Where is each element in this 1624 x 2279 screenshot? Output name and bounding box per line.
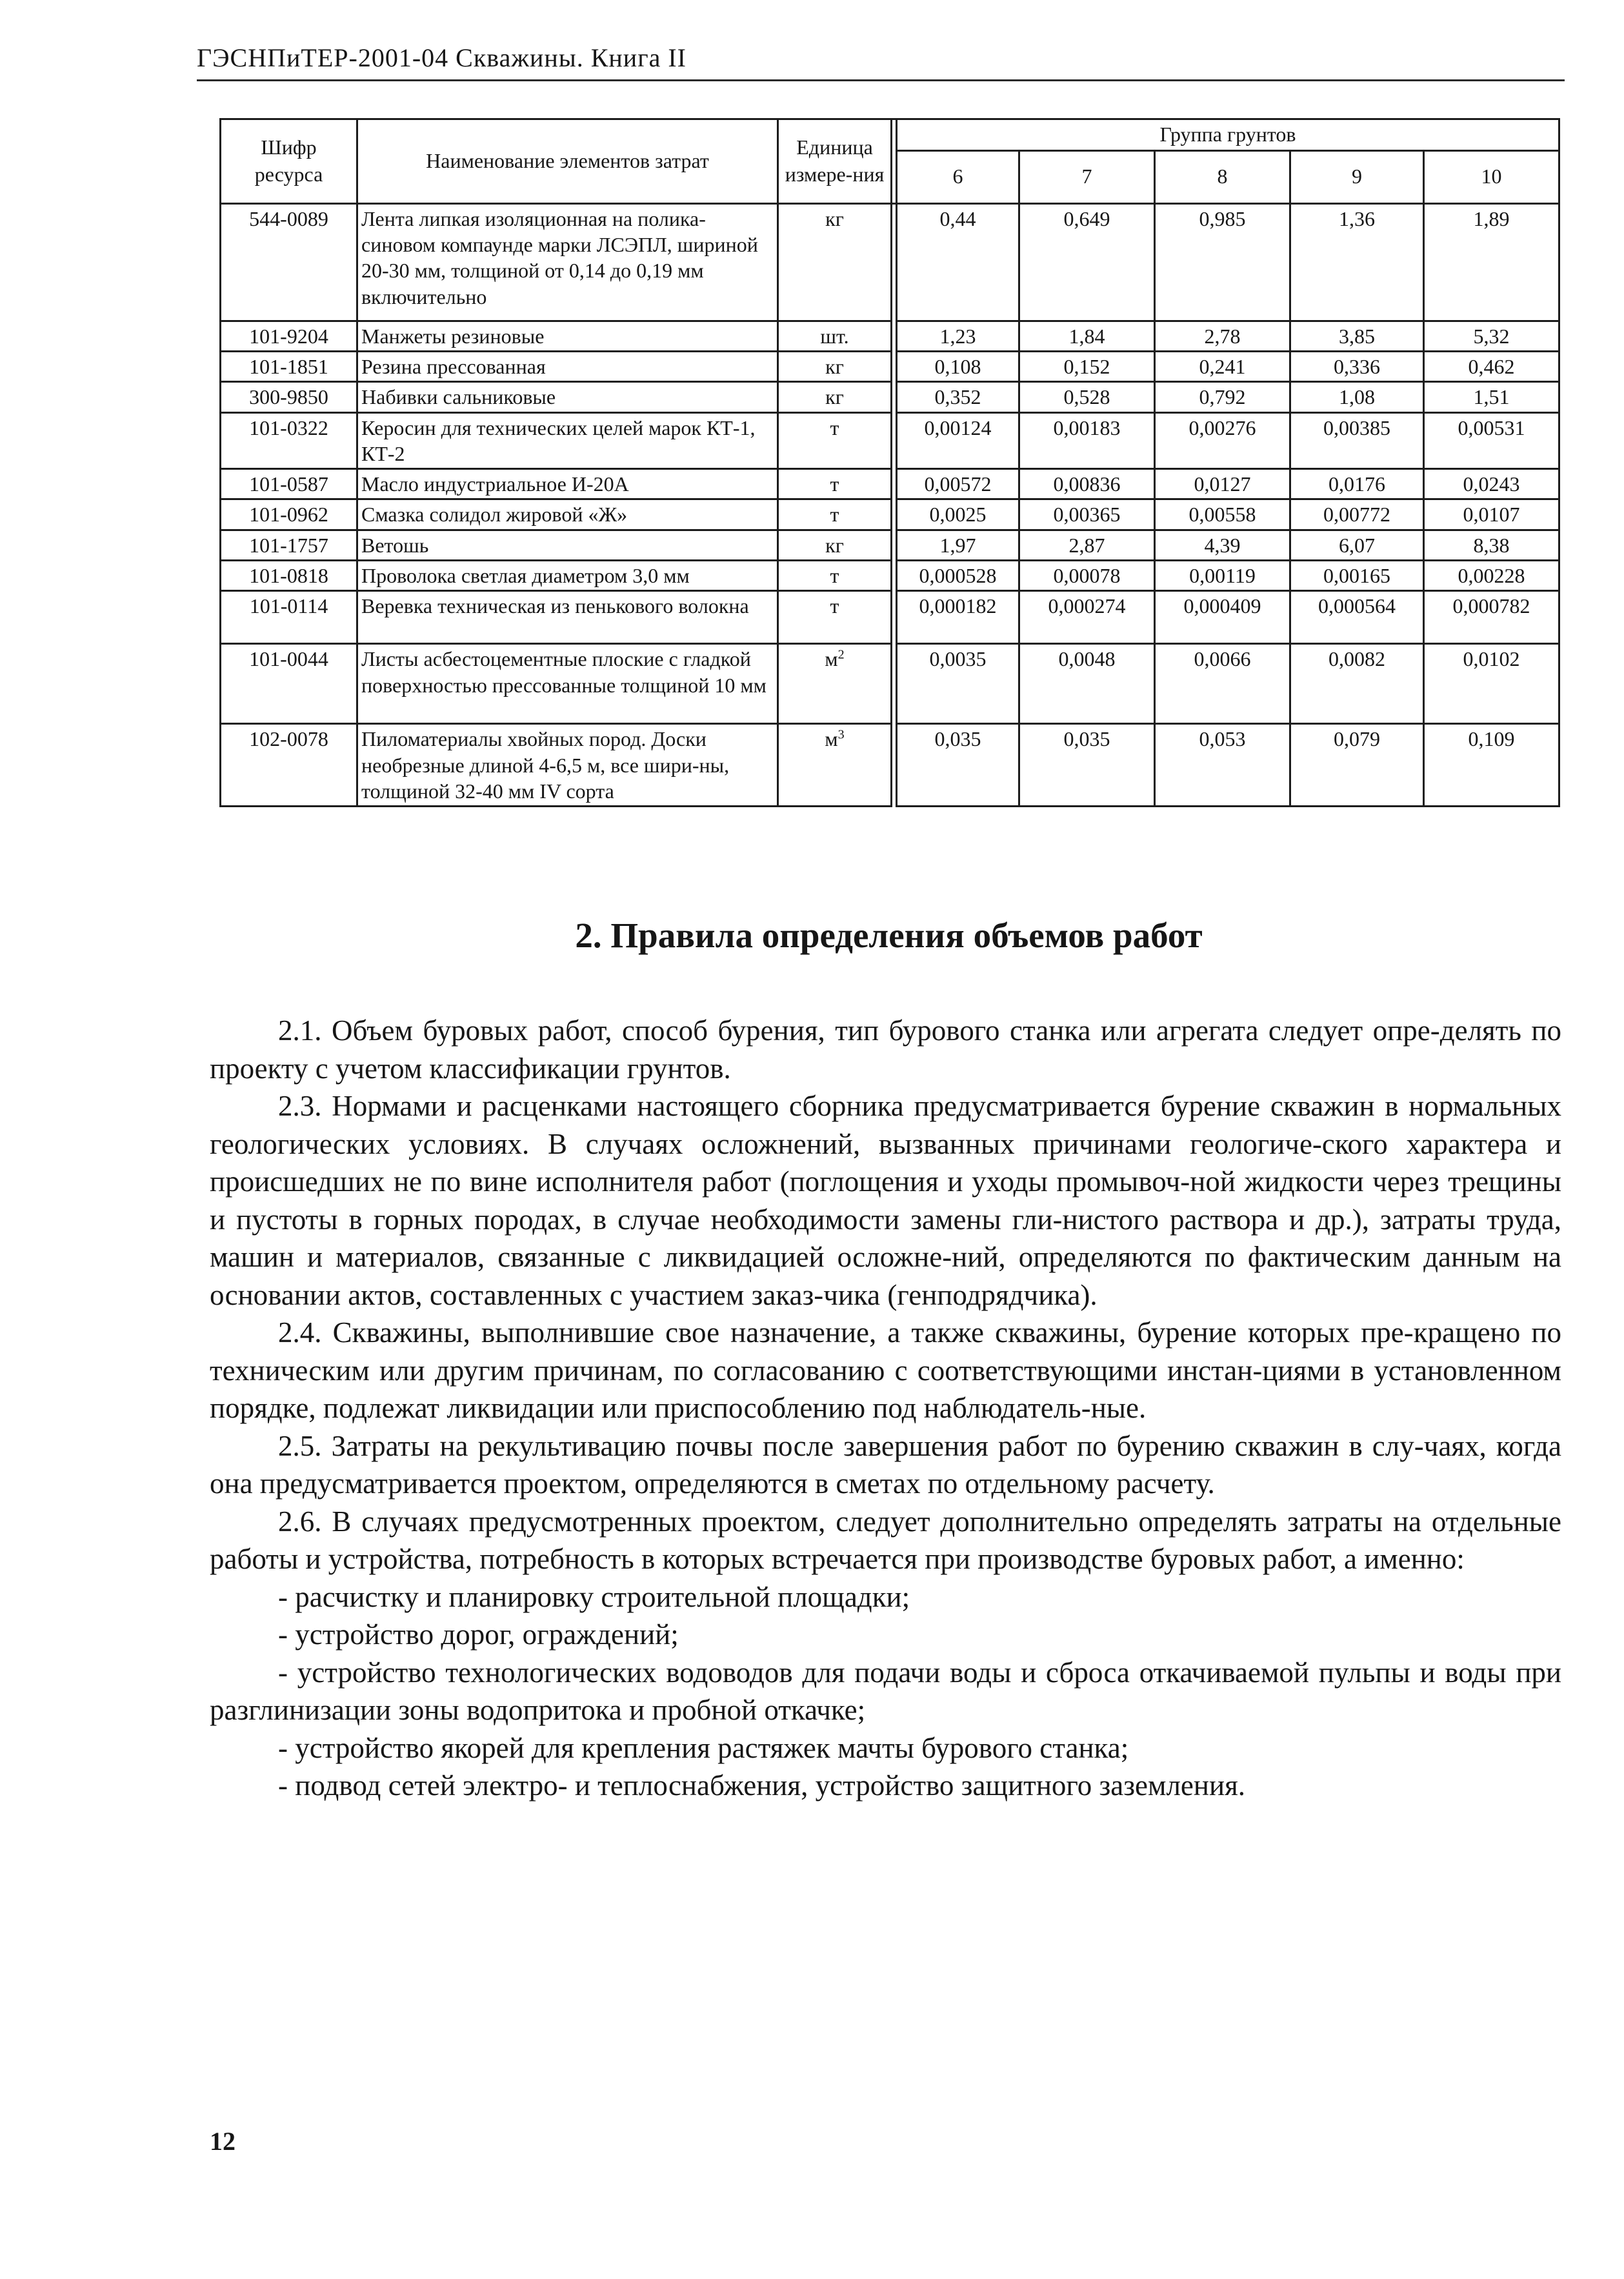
cell-value: 0,528 [1019, 382, 1155, 412]
cell-value: 0,00124 [897, 412, 1019, 469]
cell-value: 0,00531 [1424, 412, 1559, 469]
cell-value: 0,352 [897, 382, 1019, 412]
cell-unit [778, 382, 892, 412]
cell-name: Листы асбестоцементные плоские с гладкой поверхностью прессованные толщиной 10 мм [357, 644, 778, 724]
spacer-cell [892, 561, 897, 591]
cell-value: 0,00183 [1019, 412, 1155, 469]
cell-unit [778, 561, 892, 591]
cell-code: 101-0322 [221, 412, 357, 469]
unit-superscript: 2 [837, 647, 845, 662]
table-row [221, 499, 1559, 530]
cell-value: 0,00078 [1019, 561, 1155, 591]
cell-name: Веревка техническая из пенькового волокна [357, 591, 778, 644]
unit-text: кг [825, 206, 844, 230]
cell-value: 0,000409 [1155, 591, 1290, 644]
unit-text: т [830, 416, 839, 439]
unit-text: т [830, 503, 839, 527]
cell-value: 0,000182 [897, 591, 1019, 644]
cell-value: 0,00772 [1290, 499, 1424, 530]
cell-value: 0,00385 [1290, 412, 1424, 469]
cell-value: 0,0102 [1424, 644, 1559, 724]
cell-value: 0,00228 [1424, 561, 1559, 591]
cell-code: 101-9204 [221, 321, 357, 351]
cell-name: Пиломатериалы хвойных пород. Доски необрезные длиной 4-6,5 м, все шири-ны, толщиной 32-40 мм IV сорта [357, 724, 778, 807]
cell-value: 1,97 [897, 530, 1019, 560]
paragraph-2-1: 2.1. Объем буровых работ, способ бурения, тип бурового станка или агрегата следует опре-делять по проекту с учетом классификации грунтов. [210, 1014, 1561, 1085]
cell-unit [778, 412, 892, 469]
cell-value: 0,035 [1019, 724, 1155, 807]
cell-value: 0,0127 [1155, 469, 1290, 499]
cell-value: 0,985 [1155, 203, 1290, 321]
cell-code: 101-0818 [221, 561, 357, 591]
cell-name: Масло индустриальное И-20А [357, 469, 778, 499]
cell-value: 1,08 [1290, 382, 1424, 412]
cell-value: 2,78 [1155, 321, 1290, 351]
cell-name: Проволока светлая диаметром 3,0 мм [357, 561, 778, 591]
spacer-cell [892, 412, 897, 469]
cell-unit [778, 321, 892, 351]
cell-value: 6,07 [1290, 530, 1424, 560]
cell-value: 8,38 [1424, 530, 1559, 560]
cell-unit [778, 499, 892, 530]
table-body [221, 203, 1559, 807]
cell-value: 0,649 [1019, 203, 1155, 321]
list-item: - расчистку и планировку строительной площадки; [278, 1580, 910, 1613]
cell-unit [778, 530, 892, 560]
cell-value: 1,84 [1019, 321, 1155, 351]
cell-unit [778, 724, 892, 807]
header-name: Наименование элементов затрат [357, 119, 778, 204]
unit-text: т [830, 564, 839, 588]
cell-unit [778, 644, 892, 724]
cell-value: 2,87 [1019, 530, 1155, 560]
cell-value: 4,39 [1155, 530, 1290, 560]
cell-value: 1,89 [1424, 203, 1559, 321]
cell-code: 101-0962 [221, 499, 357, 530]
cell-value: 0,00276 [1155, 412, 1290, 469]
cell-value: 0,108 [897, 351, 1019, 381]
cell-name: Резина прессованная [357, 351, 778, 381]
unit-text: м [825, 727, 838, 751]
spacer-cell [892, 382, 897, 412]
cell-value: 0,109 [1424, 724, 1559, 807]
table-row [221, 724, 1559, 807]
unit-superscript: 3 [837, 727, 845, 742]
cell-value: 0,0066 [1155, 644, 1290, 724]
cell-value: 0,792 [1155, 382, 1290, 412]
cell-value: 0,0107 [1424, 499, 1559, 530]
table-row [221, 591, 1559, 644]
header-unit: Единица измере-ния [778, 119, 892, 204]
table-row [221, 351, 1559, 381]
header-code: Шифр ресурса [221, 119, 357, 204]
cell-value: 0,053 [1155, 724, 1290, 807]
table-row [221, 203, 1559, 321]
cell-name: Керосин для технических целей марок КТ-1, КТ-2 [357, 412, 778, 469]
spacer-cell [892, 351, 897, 381]
spacer-cell [892, 203, 897, 321]
cell-value: 5,32 [1424, 321, 1559, 351]
spacer-cell [892, 530, 897, 560]
cell-value: 0,000564 [1290, 591, 1424, 644]
cell-code: 101-0114 [221, 591, 357, 644]
header-group: Группа грунтов [897, 119, 1559, 151]
cell-value: 0,000274 [1019, 591, 1155, 644]
cell-value: 0,0243 [1424, 469, 1559, 499]
unit-text: шт. [820, 324, 849, 348]
body-text [210, 1012, 1561, 1805]
unit-text: т [830, 472, 839, 496]
list-item: - устройство якорей для крепления растяжек мачты бурового станка; [278, 1731, 1129, 1764]
cell-value: 1,23 [897, 321, 1019, 351]
paragraph-2-6: 2.6. В случаях предусмотренных проектом, следует дополнительно определять затраты на отдельные работы и устройства, потребность в которых встречается при производстве буровых работ, а именно: [210, 1505, 1561, 1575]
list-item: - устройство дорог, ограждений; [278, 1618, 679, 1651]
cell-value: 0,00165 [1290, 561, 1424, 591]
header-group-9: 9 [1290, 150, 1424, 203]
cell-value: 0,44 [897, 203, 1019, 321]
cell-value: 0,462 [1424, 351, 1559, 381]
cell-unit [778, 351, 892, 381]
cell-name: Ветошь [357, 530, 778, 560]
unit-text: кг [825, 354, 844, 378]
unit-text: кг [825, 385, 844, 409]
paragraph-2-3: 2.3. Нормами и расценками настоящего сборника предусматривается бурение скважин в нормальных геологических условиях. В случаях осложнений, вызванных причинами геологиче-ского характера и происшедших не по вине исполнителя работ (поглощения и уходы промывоч-ной жидкости через трещины и пустоты в горных породах, в случае необходимости замены гли-нистого раствора и др.), затраты труда, машин и материалов, связанные с ликвидацией осложне-ний, определяются по фактическим данным на основании актов, составленных с участием заказ-чика (генподрядчика). [210, 1090, 1561, 1311]
header-group-7: 7 [1019, 150, 1155, 203]
header-group-10: 10 [1424, 150, 1559, 203]
cell-value: 0,035 [897, 724, 1019, 807]
cell-name: Набивки сальниковые [357, 382, 778, 412]
table-row [221, 530, 1559, 560]
cell-code: 101-0044 [221, 644, 357, 724]
cell-value: 1,51 [1424, 382, 1559, 412]
cell-value: 0,00365 [1019, 499, 1155, 530]
spacer-cell [892, 591, 897, 644]
cell-name: Манжеты резиновые [357, 321, 778, 351]
cell-value: 0,000782 [1424, 591, 1559, 644]
cell-value: 0,00836 [1019, 469, 1155, 499]
resource-table [219, 118, 1560, 807]
table-row [221, 644, 1559, 724]
unit-text: т [830, 594, 839, 618]
list-item: - устройство технологических водоводов для подачи воды и сброса откачиваемой пульпы и воды при разглинизации зоны водопритока и пробной откачке; [210, 1656, 1561, 1726]
cell-value: 3,85 [1290, 321, 1424, 351]
cell-unit [778, 203, 892, 321]
table-row [221, 321, 1559, 351]
spacer-col [892, 119, 897, 204]
table-row [221, 469, 1559, 499]
spacer-cell [892, 469, 897, 499]
cell-name: Смазка солидол жировой «Ж» [357, 499, 778, 530]
cell-value: 0,0082 [1290, 644, 1424, 724]
cell-value: 0,241 [1155, 351, 1290, 381]
table-row [221, 561, 1559, 591]
spacer-cell [892, 644, 897, 724]
cell-name: Лента липкая изоляционная на полика-синовом компаунде марки ЛСЭПЛ, шириной 20-30 мм, толщиной от 0,14 до 0,19 мм включительно [357, 203, 778, 321]
unit-text: кг [825, 533, 844, 557]
cell-code: 101-1851 [221, 351, 357, 381]
cell-value: 0,0035 [897, 644, 1019, 724]
table-row [221, 412, 1559, 469]
cell-value: 0,00119 [1155, 561, 1290, 591]
cell-code: 102-0078 [221, 724, 357, 807]
header-group-8: 8 [1155, 150, 1290, 203]
cell-value: 0,336 [1290, 351, 1424, 381]
cell-value: 0,0048 [1019, 644, 1155, 724]
spacer-cell [892, 321, 897, 351]
cell-unit [778, 591, 892, 644]
cell-value: 1,36 [1290, 203, 1424, 321]
cell-value: 0,00572 [897, 469, 1019, 499]
cell-value: 0,0025 [897, 499, 1019, 530]
cell-code: 300-9850 [221, 382, 357, 412]
cell-value: 0,0176 [1290, 469, 1424, 499]
unit-text: м [825, 647, 838, 671]
cell-value: 0,079 [1290, 724, 1424, 807]
cell-value: 0,00558 [1155, 499, 1290, 530]
list-item: - подвод сетей электро- и теплоснабжения, устройство защитного заземления. [278, 1769, 1246, 1802]
cell-code: 544-0089 [221, 203, 357, 321]
spacer-cell [892, 499, 897, 530]
paragraph-2-4: 2.4. Скважины, выполнившие свое назначение, а также скважины, бурение которых пре-кращено по техническим или другим причинам, по согласованию с соответствующими инстан-циями в установленном порядке, подлежат ликвидации или приспособлению под наблюдатель-ные. [210, 1316, 1561, 1424]
header-group-6: 6 [897, 150, 1019, 203]
cell-code: 101-1757 [221, 530, 357, 560]
section-title: 2. Правила определения объемов работ [575, 916, 1203, 955]
table-row [221, 382, 1559, 412]
paragraph-2-5: 2.5. Затраты на рекультивацию почвы после завершения работ по бурению скважин в слу-чаях, когда она предусматривается проектом, определяются в сметах по отдельному расчету. [210, 1429, 1561, 1500]
cell-value: 0,152 [1019, 351, 1155, 381]
cell-value: 0,000528 [897, 561, 1019, 591]
page-number: 12 [210, 2127, 236, 2156]
cell-code: 101-0587 [221, 469, 357, 499]
spacer-cell [892, 724, 897, 807]
cell-unit [778, 469, 892, 499]
running-header: ГЭСНПиТЕР-2001-04 Скважины. Книга II [197, 43, 1565, 81]
